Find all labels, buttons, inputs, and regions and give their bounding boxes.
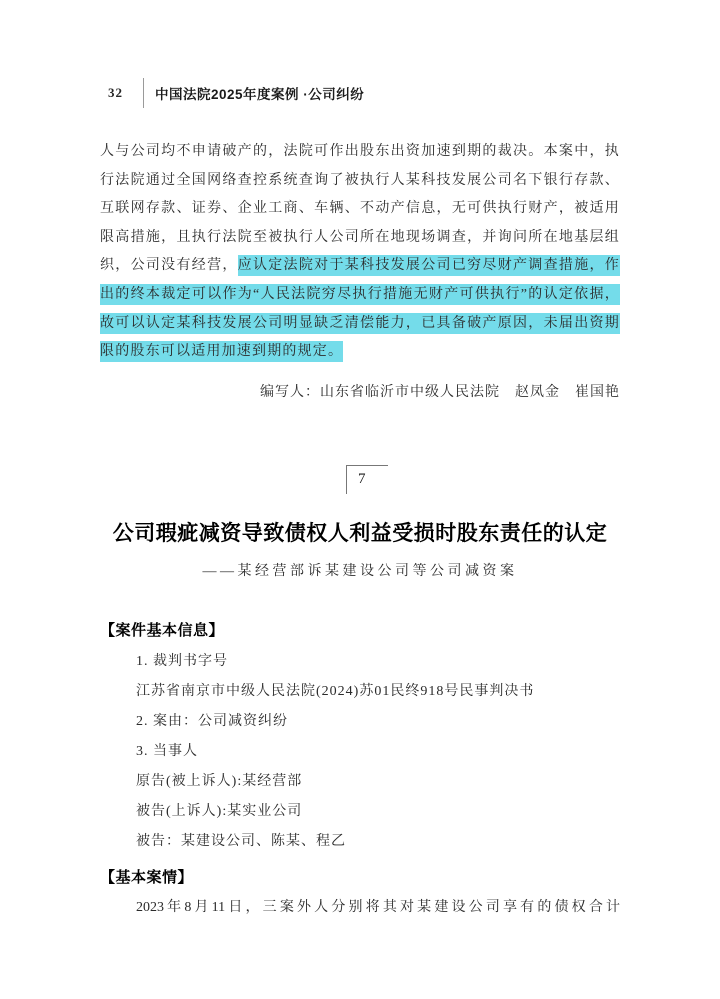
attribution-line: 编写人：山东省临沂市中级人民法院 赵凤金 崔国艳 [260, 384, 620, 400]
body-paragraph [100, 138, 620, 367]
list-line: 3. 当事人 [136, 743, 198, 759]
list-line: 被告：某建设公司、陈某、程乙 [136, 833, 346, 849]
list-line: 2. 案由：公司减资纠纷 [136, 713, 288, 729]
case-title: 公司瑕疵减资导致债权人利益受损时股东责任的认定 [112, 521, 608, 545]
list-line: 1. 裁判书字号 [136, 653, 228, 669]
highlighted-text: 应认定法院对于某科技发展公司已穷尽财产调查措施，作出的终本裁定可以作为“人民法院穷尽执行措施无财产可供执行”的认定依据，故可以认定某科技发展公司明显缺乏清偿能力，已具备破产原因，未届出资期限的股东可以适用加速到期的规定。 [100, 255, 620, 362]
section-number: 7 [358, 470, 366, 487]
page-number: 32 [108, 85, 123, 100]
corner-bracket [346, 465, 388, 494]
running-title: 中国法院2025年度案例 ·公司纠纷 [155, 87, 365, 102]
facts-paragraph: 2023年8月11日，三案外人分别将其对某建设公司享有的债权合计 [136, 899, 620, 915]
case-subtitle: ——某经营部诉某建设公司等公司减资案 [202, 563, 518, 579]
page-header [100, 78, 620, 108]
basic-info-list [100, 647, 620, 857]
section-heading-basic-info: 【案件基本信息】 [100, 621, 225, 639]
section-heading-basic-facts: 【基本案情】 [100, 868, 194, 886]
list-line: 原告(被上诉人):某经营部 [136, 773, 303, 789]
header-divider [143, 78, 144, 108]
paragraph-text: 人与公司均不申请破产的，法院可作出股东出资加速到期的裁决。本案中，执行法院通过全国网络查控系统查询了被执行人某科技发展公司名下银行存款、互联网存款、证券、企业工商、车辆、不动产信息，无可供执行财产，被适用限高措施，且执行法院至被执行人公司所在地现场调查，并询问所在地基层组织，公司没有经营， [100, 144, 620, 274]
list-line: 江苏省南京市中级人民法院(2024)苏01民终918号民事判决书 [136, 683, 535, 699]
section-number-block [100, 465, 620, 494]
list-line: 被告(上诉人):某实业公司 [136, 803, 303, 819]
